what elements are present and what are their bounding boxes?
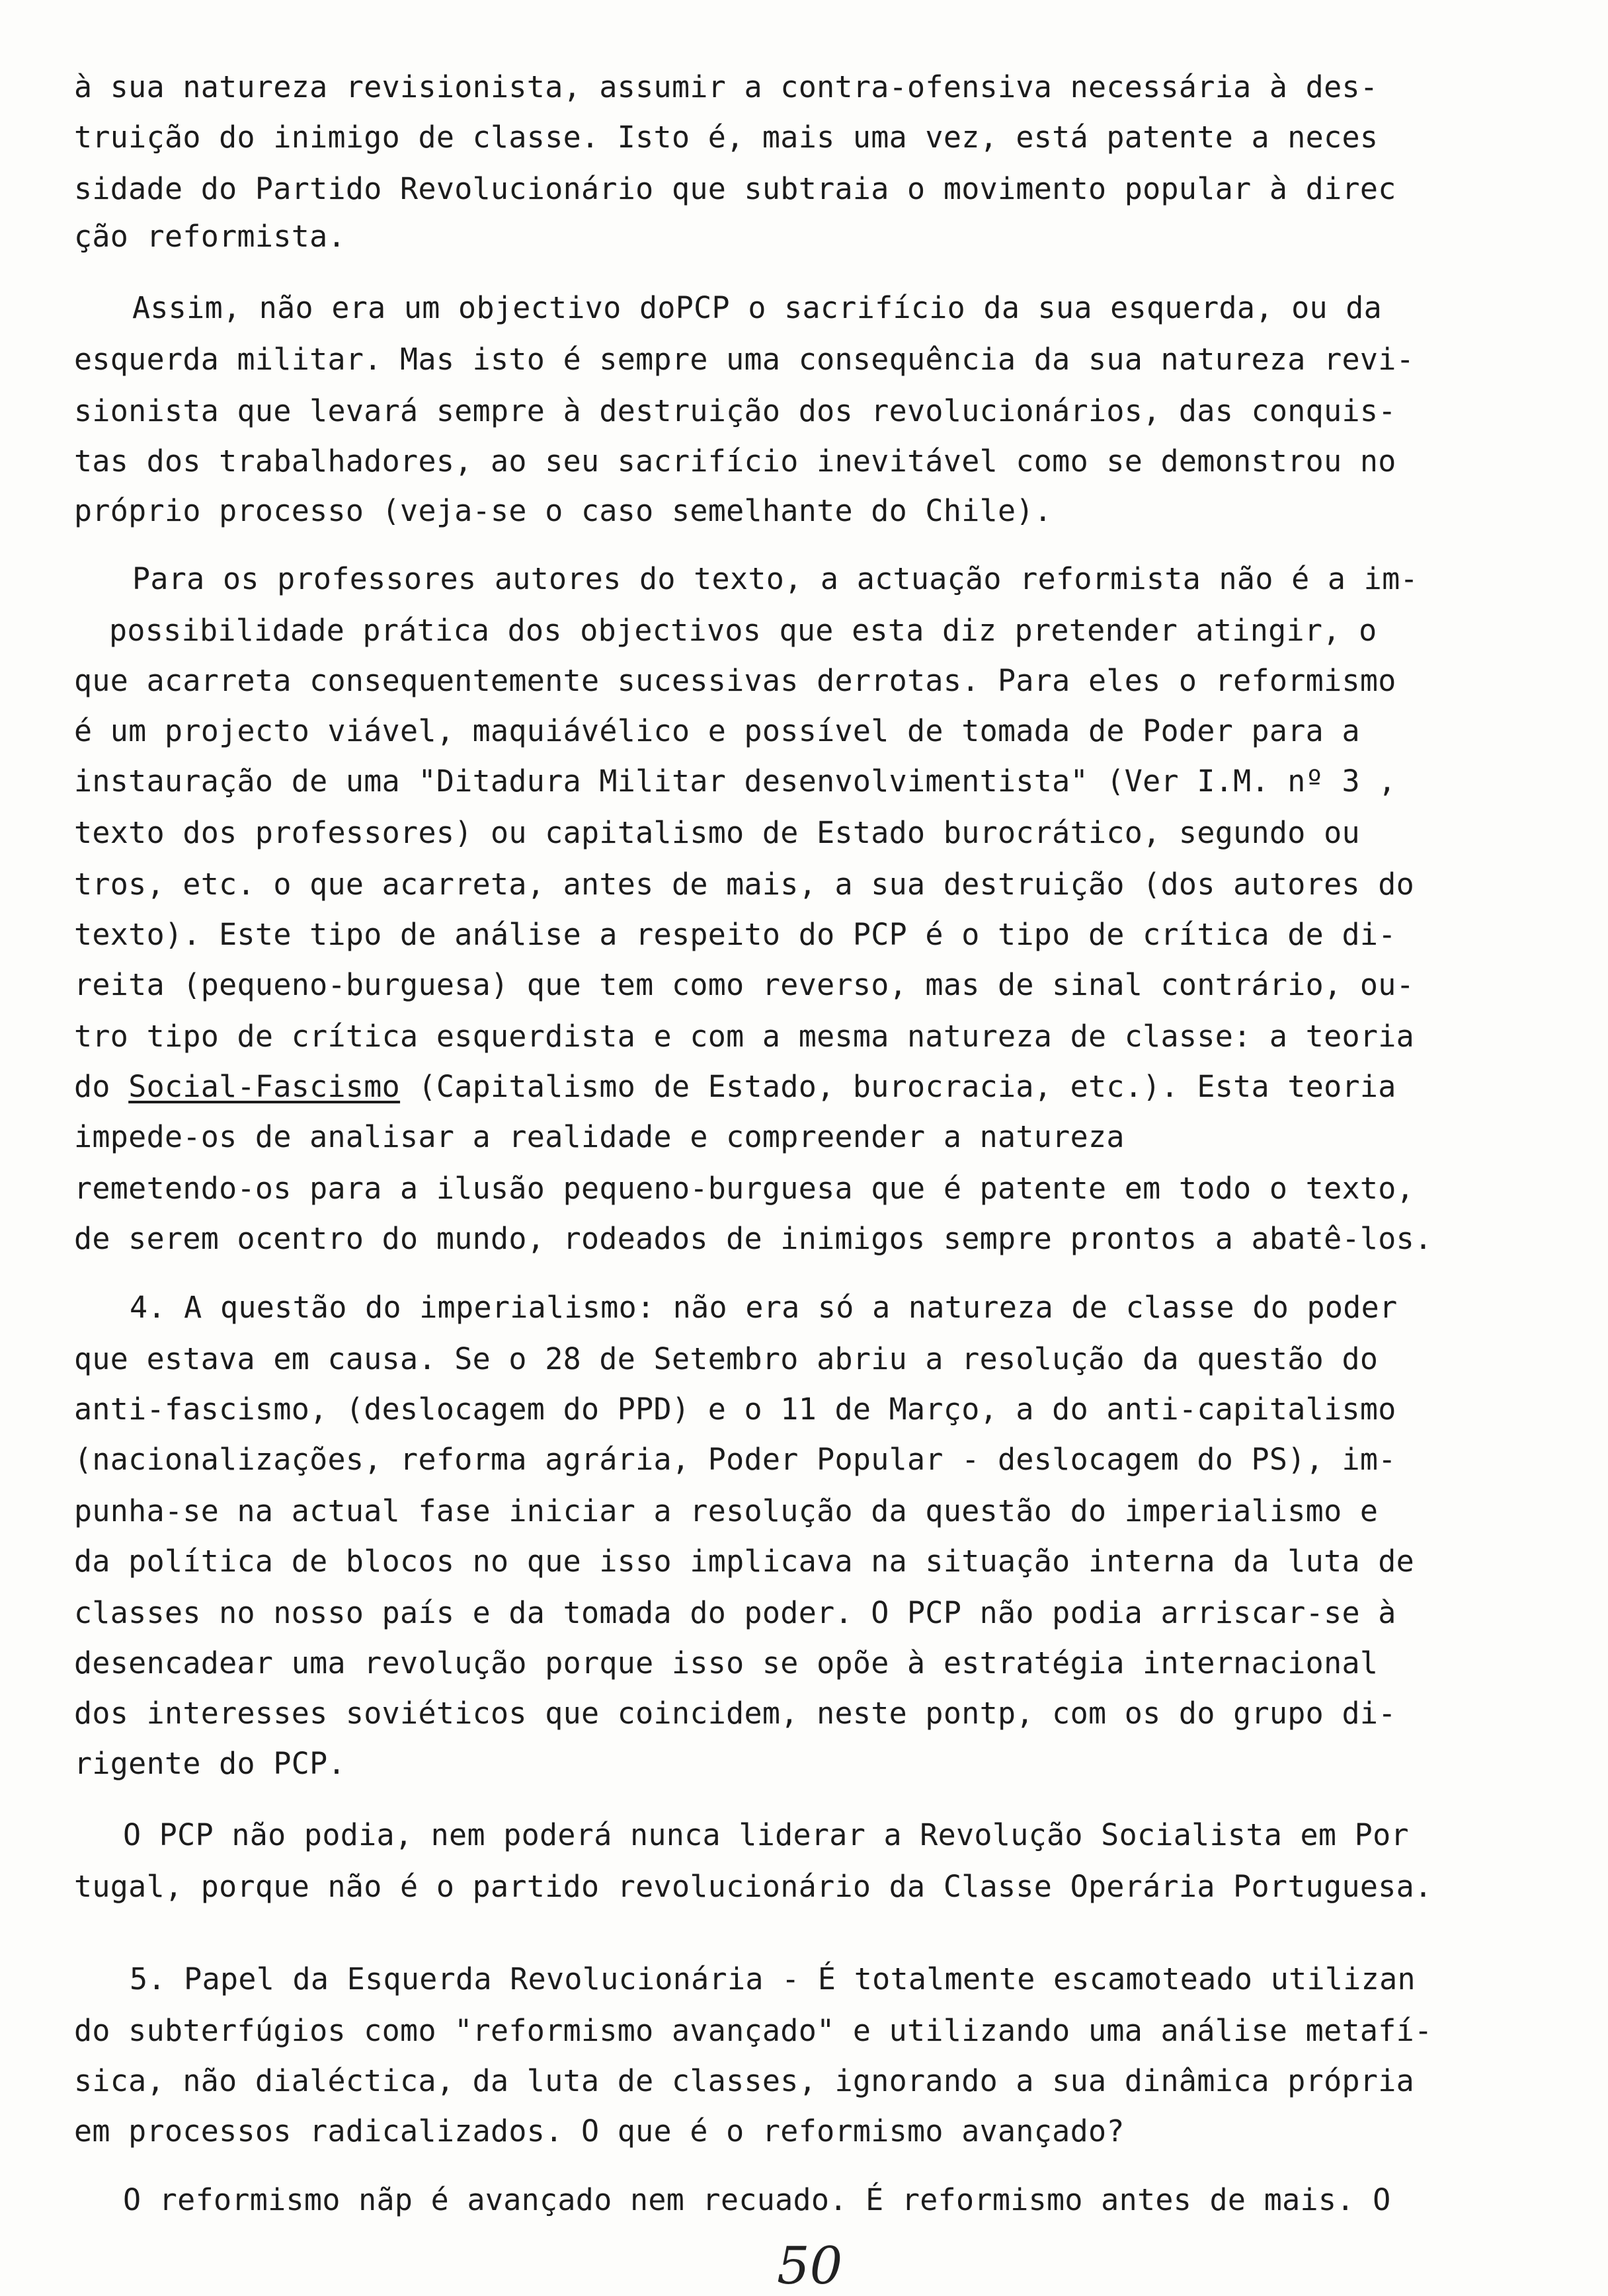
text-line: que estava em causa. Se o 28 de Setembro abriu a resolução da questão do [74, 1341, 1379, 1376]
text-line: tro tipo de crítica esquerdista e com a mesma natureza de classe: a teoria [74, 1019, 1415, 1054]
text-line: tros, etc. o que acarreta, antes de mais, a sua destruição (dos autores do [74, 867, 1415, 902]
text-line: desencadear uma revolução porque isso se opõe à estratégia internacional [74, 1645, 1379, 1681]
text-line: de serem ocentro do mundo, rodeados de inimigos sempre prontos a abatê-los. [74, 1221, 1433, 1256]
text-line: classes no nosso país e da tomada do poder. O PCP não podia arriscar-se à [74, 1595, 1396, 1630]
text-line: 4. A questão do imperialismo: não era só a natureza de classe do poder [130, 1290, 1398, 1325]
text-line: truição do inimigo de classe. Isto é, mais uma vez, está patente a neces [74, 120, 1379, 155]
text-line: próprio processo (veja-se o caso semelhante do Chile). [74, 493, 1053, 528]
text-line: remetendo-os para a ilusão pequeno-burguesa que é patente em todo o texto, [74, 1171, 1415, 1206]
text-line: 5. Papel da Esquerda Revolucionária - É totalmente escamoteado utilizan [130, 1961, 1416, 1997]
text-line: Para os professores autores do texto, a actuação reformista não é a im- [132, 561, 1418, 596]
text-line: Assim, não era um objectivo doPCP o sacrifício da sua esquerda, ou da [132, 290, 1383, 325]
text-line: do Social-Fascismo (Capitalismo de Estado, burocracia, etc.). Esta teoria [74, 1069, 1396, 1104]
text-line: anti-fascismo, (deslocagem do PPD) e o 11 de Março, a do anti-capitalismo [74, 1392, 1396, 1427]
text-line: que acarreta consequentemente sucessivas derrotas. Para eles o reformismo [74, 663, 1396, 698]
text-line: da política de blocos no que isso implicava na situação interna da luta de [74, 1544, 1415, 1579]
text-line: em processos radicalizados. O que é o reformismo avançado? [74, 2114, 1125, 2149]
text-line: O reformismo nãp é avançado nem recuado. É reformismo antes de mais. O [123, 2182, 1391, 2217]
text-line: à sua natureza revisionista, assumir a contra-ofensiva necessária à des- [74, 69, 1379, 104]
text-line: tugal, porque não é o partido revolucionário da Classe Operária Portuguesa. [74, 1869, 1433, 1904]
text-line: rigente do PCP. [74, 1746, 346, 1781]
text-line: possibilidade prática dos objectivos que esta diz pretender atingir, o [109, 613, 1377, 648]
text-line: texto dos professores) ou capitalismo de Estado burocrático, segundo ou [74, 815, 1360, 850]
text-line: ção reformista. [74, 219, 346, 254]
text-line: instauração de uma "Ditadura Militar desenvolvimentista" (Ver I.M. nº 3 , [74, 764, 1396, 799]
underlined-term: Social-Fascismo [128, 1069, 401, 1104]
text-line: esquerda militar. Mas isto é sempre uma consequência da sua natureza revi- [74, 342, 1415, 377]
text-line: sica, não dialéctica, da luta de classes, ignorando a sua dinâmica própria [74, 2063, 1415, 2098]
text-line: dos interesses soviéticos que coincidem, neste pontp, com os do grupo di- [74, 1696, 1396, 1731]
text-line: sionista que levará sempre à destruição dos revolucionários, das conquis- [74, 393, 1396, 428]
page-number: 50 [777, 2237, 843, 2296]
text-line: O PCP não podia, nem poderá nunca liderar a Revolução Socialista em Por [123, 1817, 1409, 1852]
text-line: do subterfúgios como "reformismo avançado" e utilizando uma análise metafí- [74, 2013, 1433, 2048]
text-line: sidade do Partido Revolucionário que subtraia o movimento popular à direc [74, 171, 1396, 206]
text-line: é um projecto viável, maquiávélico e possível de tomada de Poder para a [74, 713, 1360, 748]
text-line: tas dos trabalhadores, ao seu sacrifício inevitável como se demonstrou no [74, 444, 1396, 479]
text-line: (nacionalizações, reforma agrária, Poder Popular - deslocagem do PS), im- [74, 1442, 1396, 1477]
text-line: impede-os de analisar a realidade e compreender a natureza [74, 1119, 1125, 1154]
text-line: punha-se na actual fase iniciar a resolução da questão do imperialismo e [74, 1493, 1379, 1528]
text-line: reita (pequeno-burguesa) que tem como reverso, mas de sinal contrário, ou- [74, 967, 1415, 1002]
text-line: texto). Este tipo de análise a respeito do PCP é o tipo de crítica de di- [74, 917, 1396, 952]
